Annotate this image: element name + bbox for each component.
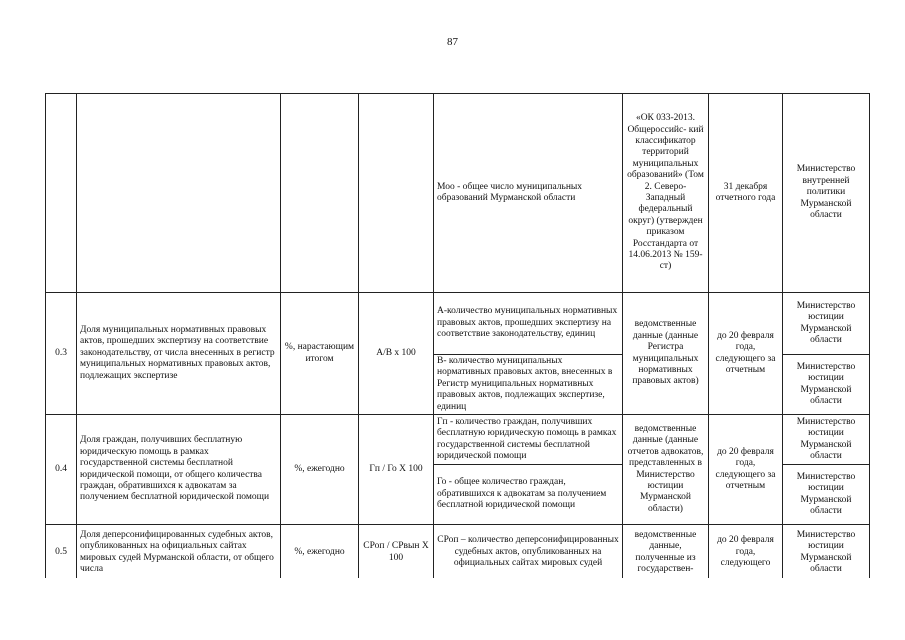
cell-responsible: Министерство юстиции Мурманской области	[783, 293, 870, 355]
cell-variable: СРоп – количество деперсонифицированных судебных актов, опубликованных на официальных сайтах мировых судей	[434, 525, 623, 581]
cell-unit	[281, 94, 359, 293]
table-row	[46, 415, 870, 465]
cell-source: ведомственные данные (данные отчетов адвокатов, представленных в Министерство юстиции Мурманской области)	[623, 415, 709, 525]
cell-source: ведомственные данные (данные Регистра муниципальных нормативных правовых актов)	[623, 293, 709, 415]
cell-deadline: 31 декабря отчетного года	[709, 94, 783, 293]
cell-formula	[359, 94, 434, 293]
cell-indicator: Доля муниципальных нормативных правовых актов, прошедших экспертизу на соответствие законодательству, от числа внесенных в регистр муниципальных нормативных правовых актов, подлежащих экспертизе	[77, 293, 281, 415]
cell-variable: Моо - общее число муниципальных образований Мурманской области	[434, 94, 623, 293]
cell-source: «ОК 033-2013. Общероссийс- кий классификатор территорий муниципальных образований» (Том 2. Северо- Западный федеральный округ) (утвержден приказом Росстандарта от 14.06.2013 № 159-ст)	[623, 94, 709, 293]
cell-formula: СРоп / СРвын Х 100	[359, 525, 434, 581]
cell-responsible: Министерство юстиции Мурманской области	[783, 415, 870, 465]
table-row	[46, 293, 870, 355]
cell-variable: В- количество муниципальных нормативных правовых актов, внесенных в Регистр муниципальных нормативных правовых актов, подлежащих экспертизе, единиц	[434, 355, 623, 415]
cell-variable: Гп - количество граждан, получивших бесплатную юридическую помощь в рамках государственной системы бесплатной юридической помощи	[434, 415, 623, 465]
cell-indicator: Доля деперсонифицированных судебных актов, опубликованных на официальных сайтах мировых судей Мурманской области, от общего числа	[77, 525, 281, 581]
cell-num: 0.3	[46, 293, 77, 415]
cell-formula: Гп / Го Х 100	[359, 415, 434, 525]
cell-variable: Го - общее количество граждан, обратившихся к адвокатам за получением бесплатной юридической помощи	[434, 465, 623, 525]
cell-deadline: до 20 февраля года, следующего	[709, 525, 783, 581]
cell-responsible: Министерство юстиции Мурманской области	[783, 525, 870, 581]
cell-num	[46, 94, 77, 293]
table-row	[46, 525, 870, 581]
indicators-table	[45, 93, 870, 581]
cell-deadline: до 20 февраля года, следующего за отчетным	[709, 293, 783, 415]
cell-indicator	[77, 94, 281, 293]
table-row	[46, 94, 870, 293]
cell-unit: %, нарастающим итогом	[281, 293, 359, 415]
cell-unit: %, ежегодно	[281, 525, 359, 581]
cell-source: ведомственные данные, полученные из государствен-	[623, 525, 709, 581]
cell-responsible: Министерство внутренней политики Мурманской области	[783, 94, 870, 293]
cell-unit: %, ежегодно	[281, 415, 359, 525]
cell-num: 0.5	[46, 525, 77, 581]
cell-deadline: до 20 февраля года, следующего за отчетным	[709, 415, 783, 525]
cell-num: 0.4	[46, 415, 77, 525]
cell-indicator: Доля граждан, получивших бесплатную юридическую помощь в рамках государственной системы бесплатной юридической помощи, от общего количества граждан, обратившихся к адвокатам за получением бесплатной юридической помощи	[77, 415, 281, 525]
cell-variable: А-количество муниципальных нормативных правовых актов, прошедших экспертизу на соответствие законодательству, единиц	[434, 293, 623, 355]
cell-responsible: Министерство юстиции Мурманской области	[783, 355, 870, 415]
cell-formula: А/В х 100	[359, 293, 434, 415]
cell-responsible: Министерство юстиции Мурманской области	[783, 465, 870, 525]
page-bottom-margin	[0, 578, 905, 640]
page-number: 87	[447, 36, 458, 48]
